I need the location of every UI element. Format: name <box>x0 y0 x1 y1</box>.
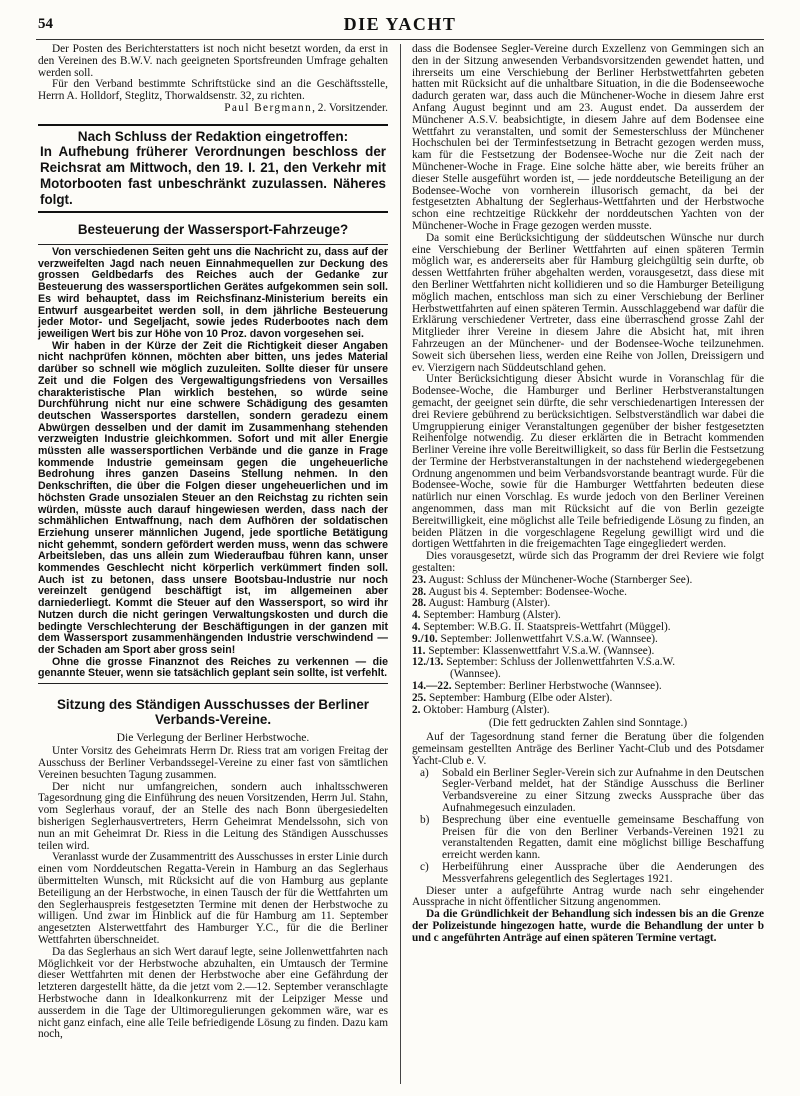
schedule-event: Oktober: Hamburg (Alster). <box>420 703 550 716</box>
schedule-event: August: Hamburg (Alster). <box>426 597 551 610</box>
committee-paragraph: Der nicht nur umfangreichen, sondern auch inhaltsschweren Tagesordnung ging die Einführung des neuen Vorsitzenden, Herrn Jul. Stahn, vom Seglerhaus vorauf, der an Stelle des nach Bonn übergesiedelten bisherigen Seglerhausvertreters, Herrn Geheimrat Mendelssohn, sich von nun an mit Geheimrat Dr. Riess in die Leitung des Ständigen Ausschusses teilen wird. <box>38 780 388 852</box>
schedule-event: August bis 4. September: Bodensee-Woche. <box>426 585 627 598</box>
tax-paragraph: Wir haben in der Kürze der Zeit die Richtigkeit dieser Angaben nicht nachprüfen können, möchten aber bitten, uns jedes Material darüber so schnell wie möglich zuzuleiten. Sollte dieser für unsere Zeit und die Folgen des Vergewaltigungsfriedens von Versailles charakteristische Plan wirklich bestehen, so würde seine Durchführung nicht nur eine schwere Schädigung des gesamten deutschen Wassersportes darstellen, sondern geradezu einem Abwürgen desselben und der damit im Zusammenhang stehenden verzweigten Industrie gleichkommen. Sofort und mit aller Energie müssten alle wassersportlichen Verbände und die ganze in Frage kommende Industrie gemeinsam gegen die ungeheuerliche Bedrohung ihres ganzen Daseins Stellung nehmen. In den Denkschriften, die über die Folgen dieser ungeheuerlichen und im höchsten Grade unsozialen Steuer an den Reichstag zu richten sein würden, müsste auch darauf hingewiesen werden, dass nach der schmählichen Entwaffnung, nach dem Aufhören der soldatischen Erziehung unserer männlichen Jugend, jede sportliche Betätigung nicht gehemmt, sondern gefördert werden muss, wenn das schwere Arbeitsleben, das uns allein zum Wiederaufbau führen kann, unser kommendes Geschlecht nicht körperlich verkümmert finden soll. Auch ist zu betonen, dass unsere Bootsbau-Industrie nur noch vereinzelt genügend beschäftigt ist, im allgemeinen aber darniederliegt. Kommt die Steuer auf den Wassersport, so wird ihr Nutzen durch die nicht geringen Verwaltungskosten und durch die bedingte Verschlechterung der Beschäftigungen in der ganzen mit dem Wassersport zusammenhängenden Industrie verschwindend — der Schaden am Sport aber gross sein! <box>38 339 388 656</box>
schedule-date: 14.—22. <box>412 680 452 693</box>
schedule-event: September: W.B.G. II. Staatspreis-Wettfahrt (Müggel). <box>420 621 671 634</box>
agenda-item <box>412 815 764 862</box>
agenda-text: Sobald ein Berliner Segler-Verein sich zur Aufnahme in den Deutschen Segler-Verband meldet, hat der Ständige Ausschuss die Berliner Verbandsvereine zu einer Sitzung zwecks Aussprache über das Aufnahmegesuch einzuladen. <box>442 766 764 814</box>
tax-article-title: Besteuerung der Wassersport-Fahrzeuge? <box>77 222 349 238</box>
schedule-date: 9./10. <box>412 632 438 645</box>
agenda-key: c) <box>420 860 429 873</box>
schedule-event: September: Hamburg (Alster). <box>420 609 561 622</box>
tax-paragraph: Von verschiedenen Seiten geht uns die Nachricht zu, dass auf der verzweifelten Jagd nach neuen Einnahmequellen zur Deckung des grossen Geldbedarfs des Reiches auch der Gedanke zur Besteuerung des wassersportlichen Gerätes aufgekommen sein soll. Es wird behauptet, dass im Reichsfinanz-Ministerium bereits ein Entwurf ausgearbeitet werden soll, in dem jährliche Besteuerung jeder Motor- und Segeljacht, sowie jedes Ruderbootes nach dem jeweiligen Wert bis zur Höhe von 10 Proz. davon vorgesehen sei. <box>38 246 388 340</box>
page-number: 54 <box>38 16 53 32</box>
editorial-notice <box>38 124 388 214</box>
schedule-event: September: Berliner Herbstwoche (Wannsee). <box>451 680 662 693</box>
body-paragraph: Dies vorausgesetzt, würde sich das Programm der drei Reviere wie folgt gestalten: <box>412 550 764 575</box>
left-column <box>38 44 388 1041</box>
schedule-list <box>412 575 764 717</box>
schedule-event: September: Hamburg (Elbe oder Alster). <box>426 691 613 704</box>
intro-paragraph: Für den Verband bestimmte Schriftstücke sind an die Geschäftsstelle, Herrn A. Holldorf, Steglitz, Thorwaldsenstr. 32, zu richten. <box>38 78 388 103</box>
closing-paragraph: Dieser unter a aufgeführte Antrag wurde nach sehr eingehender Aussprache in nicht öffentlicher Sitzung angenommen. <box>412 884 764 909</box>
schedule-row-continuation: (Wannsee). <box>450 668 501 681</box>
schedule-row <box>412 705 764 717</box>
agenda-key: b) <box>420 813 430 826</box>
schedule-date: 28. <box>412 585 427 598</box>
schedule-date: 23. <box>412 573 427 586</box>
committee-paragraph: Veranlasst wurde der Zusammentritt des Ausschusses in erster Linie durch einen vom Norddeutschen Regatta-Verein in Hamburg an das Seglerhaus übermittelten Wunsch, mit Rücksicht auf die von Hamburg aus geplante Beteiligung an der Herbstwoche, in einen Tausch der für die Wettfahrten um den Seglerhauspreis festgesetzten Termine mit denen der Herbstwoche zu willigen. Und zwar im Hinblick auf die für Hamburg am 11. September angesetzten Alsterwettfahrt des Hamburger Y.C., für die die Berliner Wettfahrten überschneidet. <box>38 851 388 947</box>
page-header <box>0 0 800 34</box>
agenda-item <box>412 862 764 886</box>
signature-name: Paul Bergmann <box>224 101 313 114</box>
schedule-note: (Die fett gedruckten Zahlen sind Sonntage.) <box>488 717 688 730</box>
body-paragraph: Unter Berücksichtigung dieser Absicht wurde in Voranschlag für die Bodensee-Woche, die Hamburger und Berliner Herbstveranstaltungen gemacht, der geeignet sein dürfte, die sehr verschiedenartigen Interessen der drei Reviere gebührend zu berücksichtigen. Selbstverständlich war dabei die Umgruppierung einiger Veranstaltungen gegenüber der bisher festgesetzten Reihenfolge notwendig. Zu dieser erklärten die in Betracht kommenden Berliner Vereine ihre volle Bereitwilligkeit, so dass für Berlin die Festsetzung der Termine der Herbstveranstaltungen in der nachstehend wiedergegebenen Ordnung angenommen und beim Verbandsvorstande beantragt wurde. Für die Bodensee-Woche, sowie für die Hamburger Wettfahrten bedeuten diese natürlich nur einen Vorschlag. Es wurde jedoch von den Berliner Vereinen angenommen, dass man mit Rücksicht auf die von Berlin gezeigte Bereitwilligkeit, eine möglichst alle Teile befriedigende Lösung zu finden, an beiden Plätzen in die vorgeschlagene Regelung gewilligt wird und die dortigen Wettfahrten in die freigemachten Tage eingegliedert werden. <box>412 373 764 551</box>
schedule-date: 4. <box>412 609 421 622</box>
schedule-event: September: Klassenwettfahrt V.S.a.W. (Wannsee). <box>425 644 655 657</box>
notice-heading: Nach Schluss der Redaktion eingetroffen: <box>77 128 349 144</box>
committee-article-title: Sitzung des Ständigen Ausschusses der Berliner Verbands-Vereine. <box>56 697 370 727</box>
schedule-event: September: Jollenwettfahrt V.S.a.W. (Wannsee). <box>437 632 658 645</box>
schedule-event: August: Schluss der Münchener-Woche (Starnberger See). <box>426 573 693 586</box>
schedule-date: 12./13. <box>412 656 444 669</box>
schedule-date: 4. <box>412 621 421 634</box>
agenda-key: a) <box>420 766 429 779</box>
committee-paragraph: Unter Vorsitz des Geheimrats Herrn Dr. Riess trat am vorigen Freitag der Ausschuss der Berliner Verbandssegel-Vereine zu einer fast von sämtlichen Vereinen besuchten Tagung zusammen. <box>38 745 388 781</box>
tax-paragraph: Ohne die grosse Finanznot des Reiches zu verkennen — die genannte Steuer, wenn sie tatsächlich geplant sein sollte, ist verfehlt. <box>38 655 388 680</box>
continued-paragraph: dass die Bodensee Segler-Vereine durch Exzellenz von Gemmingen sich an den in der Sitzung anwesenden Verbandsvorsitzenden gewendet hatten, und ihrerseits um eine Verschiebung der Berliner Herbstwettfahrten gebeten hatten mit Rücksicht auf die unhaltbare Situation, in die die Bodenseewoche dadurch geraten war, dass auch die Münchener-Woche in diesem Jahre erst Anfang August beginnt und am 23. August endet. Da ausserdem der Münchener A.S.V. beabsichtigte, in diesem Jahre auf dem Bodensee eine Wettfahrt zu veranstalten, und somit der Semesterschluss der Münchener Hochschulen bei der Terminfestsetzung in Betracht gezogen werden muss, kam für die Festsetzung der Bodensee-Woche nur die Zeit nach der Münchener-Woche in Frage. Eine solche hätte aber, wie bereits früher an dieser Stelle ausgeführt worden ist, — jede norddeutsche Beteiligung an der Bodensee-Woche von vornherein illusorisch gemacht, da bei der festgesetzten Abhaltung der Seglerhaus-Wettfahrten und der Herbstwoche schon eine rechtzeitige Rückkehr der norddeutschen Yachten von der Münchener-Woche in Frage gezogen werden musste. <box>412 43 764 232</box>
right-column <box>412 44 764 945</box>
closing-paragraph: Da die Gründlichkeit der Behandlung sich indessen bis an die Grenze der Polizeistunde hingezogen hatte, wurde die Behandlung der unter b und c angeführten Anträge auf einen späteren Termine vertagt. <box>412 908 764 944</box>
committee-subtitle: Die Verlegung der Berliner Herbstwoche. <box>116 731 310 745</box>
notice-body: In Aufhebung früherer Verordnungen beschloss der Reichsrat am Mittwoch, den 19. I. 21, den Verkehr mit Motorbooten fast unbeschränkt zuzulassen. Näheres folgt. <box>40 144 386 207</box>
header-rule <box>36 39 764 40</box>
committee-paragraph: Da das Seglerhaus an sich Wert darauf legte, seine Jollenwettfahrten nach Möglichkeit vor der Herbstwoche abzuhalten, ein Umtausch der Termine dieser Wettfahrten mit denen der Herbstwoche aber eine Gefährdung der letzteren dargestellt hätte, da die jetzt vom 2.—12. September veranschlagte Herbstwoche dann in Idealkonkurrenz mit der Leipziger Messe und ausserdem in die Tage der Ultimoregulierungen gekommen wäre, war es nicht ganz einfach, eine alle Teile befriedigende Lösung zu finden. Dazu kam noch, <box>38 945 388 1041</box>
column-divider <box>400 44 401 1084</box>
journal-title: DIE YACHT <box>343 14 457 34</box>
agenda-text: Besprechung über eine eventuelle gemeinsame Beschaffung von Preisen für die von den Berliner Verbands-Vereinen 1921 zu veranstaltenden Regatten, damit eine möglichst billige Beschaffung erreicht werden kann. <box>442 813 764 862</box>
tax-article-box <box>38 244 388 684</box>
body-paragraph: Da somit eine Berücksichtigung der süddeutschen Wünsche nur durch eine Verschiebung der Berliner Wettfahrten auf einen späteren Termin möglich war, es andererseits aber für Hamburg gleichgültig sein durfte, ob dessen Wettfahrten früher abgehalten werden, vorausgesetzt, dass diese mit den Berliner Wettfahrten nicht kollidieren und so die Hamburger Beteiligung möglich machen, entschloss man sich zu einer Verschiebung der Berliner Herbstwettfahrten auf einen späteren Termin. Ausschlaggebend war dafür die Erklärung verschiedener Vertreter, dass eine überraschend grosse Zahl der Mitglieder ihrer Vereine in diesem Jahre die Absicht hat, mit ihren Fahrzeugen an der Münchener- und der Bodensee-Woche teilzunehmen. Soweit sich übersehen liess, werden eine Reihe von Jollen, Dreissigern und ev. Vierzigern nach Süddeutschland gehen. <box>412 231 764 374</box>
schedule-date: 11. <box>412 644 426 657</box>
schedule-date: 25. <box>412 691 427 704</box>
signature <box>38 103 388 115</box>
agenda-intro: Auf der Tagesordnung stand ferner die Beratung über die folgenden gemeinsam gestellten Anträge des Berliner Yacht-Club und des Potsdamer Yacht-Club e. V. <box>412 731 764 767</box>
schedule-date: 2. <box>412 703 421 716</box>
agenda-text: Herbeiführung einer Aussprache über die Aenderungen des Messverfahrens gelegentlich des Seglertages 1921. <box>442 860 764 885</box>
schedule-date: 28. <box>412 597 427 610</box>
intro-paragraph: Der Posten des Berichterstatters ist noch nicht besetzt worden, da erst in den Vereinen des B.W.V. nach geeigneten Sportsfreunden Umfrage gehalten werden soll. <box>38 43 388 79</box>
schedule-event: September: Schluss der Jollenwettfahrten V.S.a.W. <box>443 656 676 669</box>
agenda-item <box>412 768 764 815</box>
signature-role: , 2. Vorsitzender. <box>312 101 388 114</box>
